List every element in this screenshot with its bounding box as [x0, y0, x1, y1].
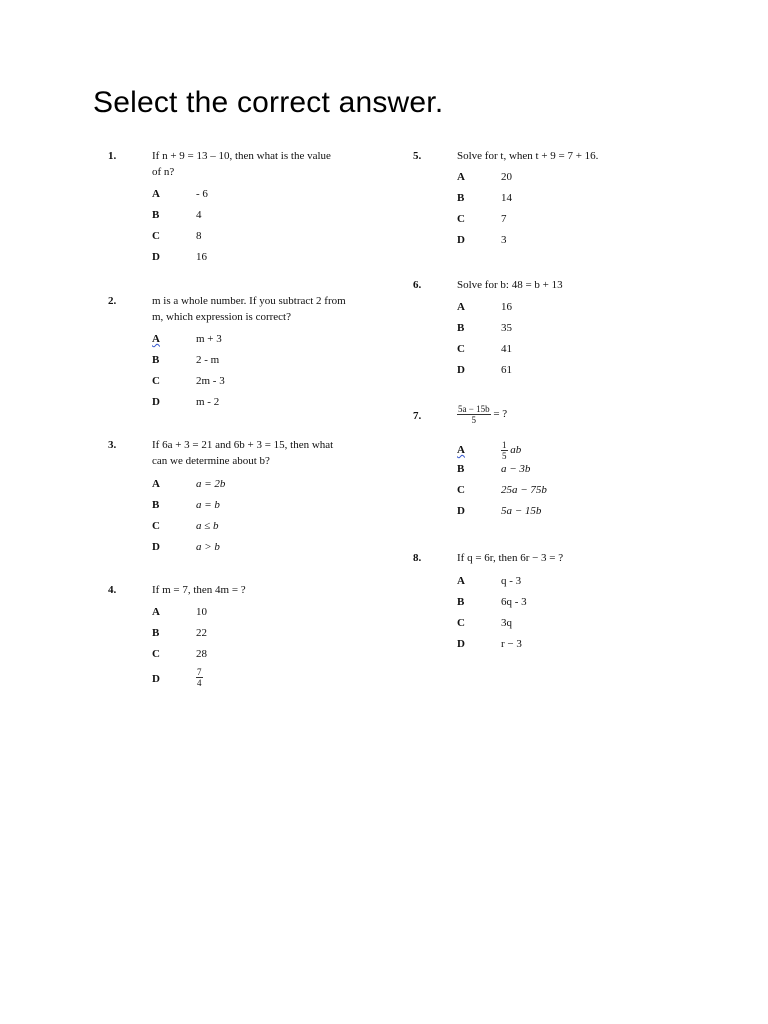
option-b[interactable] [152, 207, 352, 228]
option-letter: B [457, 322, 465, 334]
option-text: 14 [501, 192, 512, 204]
answer-options [457, 573, 657, 657]
fraction-numerator: 1 [502, 440, 507, 450]
question-number: 5. [413, 150, 422, 162]
option-a[interactable] [457, 440, 657, 461]
option-letter: A [152, 606, 160, 618]
option-text: 35 [501, 322, 512, 334]
option-text: 28 [196, 648, 207, 660]
option-a[interactable] [457, 299, 657, 320]
question-text: m is a whole number. If you subtract 2 from m, which expression is correct? [152, 295, 346, 323]
option-text: 41 [501, 343, 512, 355]
answer-options [152, 186, 352, 270]
option-text: q - 3 [501, 575, 522, 587]
option-letter: D [457, 234, 465, 246]
option-d[interactable] [457, 503, 657, 524]
option-c[interactable] [457, 482, 657, 503]
option-letter: B [152, 209, 160, 221]
option-text: 3 [501, 234, 507, 246]
option-text: m + 3 [196, 333, 222, 345]
option-text: a = 2b [196, 478, 226, 490]
option-text: 2m - 3 [196, 375, 225, 387]
fraction [457, 404, 491, 425]
option-text: a > b [196, 541, 220, 553]
option-letter: C [152, 375, 160, 387]
option-text: 25a − 75b [501, 484, 547, 496]
question-number: 6. [413, 279, 422, 291]
option-text: m - 2 [196, 396, 220, 408]
equals-text: = ? [490, 408, 508, 421]
option-d[interactable] [152, 249, 352, 270]
option-d[interactable] [152, 539, 352, 560]
option-text: 16 [501, 301, 512, 313]
question-number: 4. [108, 584, 117, 596]
option-letter: C [152, 520, 160, 532]
option-letter: C [457, 343, 465, 355]
question-text: If q = 6r, then 6r − 3 = ? [457, 552, 564, 564]
option-c[interactable] [152, 228, 352, 249]
option-text: 8 [196, 230, 202, 242]
option-a[interactable] [152, 186, 352, 207]
option-b[interactable] [152, 497, 352, 518]
option-letter: D [152, 541, 160, 553]
option-a[interactable] [457, 169, 657, 190]
fraction-denominator: 5 [502, 451, 507, 461]
option-letter: C [152, 648, 160, 660]
question-number: 7. [413, 410, 422, 422]
question-text: Solve for b: 48 = b + 13 [457, 279, 563, 291]
option-c[interactable] [152, 373, 352, 394]
option-letter: D [457, 505, 465, 517]
question-number: 1. [108, 150, 117, 162]
question-number: 8. [413, 552, 422, 564]
option-c[interactable] [152, 646, 352, 667]
option-b[interactable] [152, 625, 352, 646]
option-letter: B [152, 627, 160, 639]
option-d[interactable] [457, 636, 657, 657]
page-title: Select the correct answer. [93, 86, 444, 119]
option-text: 20 [501, 171, 512, 183]
option-letter: C [457, 213, 465, 225]
question-number: 2. [108, 295, 117, 307]
option-letter: B [152, 499, 160, 511]
option-text: a − 3b [501, 463, 531, 475]
option-letter: A [152, 333, 160, 345]
option-c[interactable] [152, 518, 352, 539]
option-letter: D [457, 364, 465, 376]
option-c[interactable] [457, 211, 657, 232]
answer-options [457, 169, 657, 253]
question-number: 3. [108, 439, 117, 451]
option-text: a ≤ b [196, 520, 219, 532]
option-text: 6q - 3 [501, 596, 527, 608]
option-text: 4 [196, 209, 202, 221]
option-letter: C [457, 484, 465, 496]
question-text: If n + 9 = 13 – 10, then what is the value of n? [152, 150, 331, 178]
option-d[interactable] [152, 667, 352, 688]
option-b[interactable] [457, 594, 657, 615]
option-text: 2 - m [196, 354, 220, 366]
answer-options [457, 440, 657, 524]
option-letter: D [457, 638, 465, 650]
option-letter: A [457, 444, 465, 456]
option-a[interactable] [152, 331, 352, 352]
option-letter: D [152, 396, 160, 408]
option-d[interactable] [457, 232, 657, 253]
option-text-suffix: ab [510, 444, 522, 457]
question-text: Solve for t, when t + 9 = 7 + 16. [457, 150, 599, 162]
option-a[interactable] [152, 604, 352, 625]
fraction [501, 440, 508, 461]
option-b[interactable] [457, 461, 657, 482]
option-letter: B [457, 596, 465, 608]
question-text [457, 404, 667, 425]
option-text: 10 [196, 606, 207, 618]
option-text [501, 440, 521, 461]
fraction-denominator: 5 [471, 415, 477, 425]
answer-options [152, 604, 352, 688]
option-text: - 6 [196, 188, 208, 200]
option-b[interactable] [457, 320, 657, 341]
option-b[interactable] [457, 190, 657, 211]
option-letter: A [457, 301, 465, 313]
option-text: 5a − 15b [501, 505, 542, 517]
option-letter: A [152, 188, 160, 200]
option-text: 61 [501, 364, 512, 376]
option-letter: D [152, 673, 160, 685]
fraction-numerator: 7 [197, 667, 202, 677]
option-letter: B [457, 463, 465, 475]
option-letter: C [152, 230, 160, 242]
option-b[interactable] [152, 352, 352, 373]
option-d[interactable] [152, 394, 352, 415]
option-text: a = b [196, 499, 220, 511]
option-text: 22 [196, 627, 207, 639]
answer-options [152, 331, 352, 415]
option-d[interactable] [457, 362, 657, 383]
option-text: r − 3 [501, 638, 522, 650]
option-letter: B [152, 354, 160, 366]
question-text: If 6a + 3 = 21 and 6b + 3 = 15, then what can we determine about b? [152, 439, 334, 467]
option-a[interactable] [152, 476, 352, 497]
option-text: 3q [501, 617, 512, 629]
option-letter: A [457, 171, 465, 183]
option-letter: A [152, 478, 160, 490]
answer-options [457, 299, 657, 383]
option-text: 7 [501, 213, 507, 225]
fraction-numerator: 5a − 15b [458, 404, 490, 414]
option-a[interactable] [457, 573, 657, 594]
option-letter: B [457, 192, 465, 204]
option-text [196, 667, 203, 688]
question-text: If m = 7, then 4m = ? [152, 584, 246, 596]
option-letter: D [152, 251, 160, 263]
option-c[interactable] [457, 615, 657, 636]
option-letter: C [457, 617, 465, 629]
answer-options [152, 476, 352, 560]
option-c[interactable] [457, 341, 657, 362]
fraction-denominator: 4 [197, 678, 202, 688]
option-letter: A [457, 575, 465, 587]
fraction [196, 667, 203, 688]
option-text: 16 [196, 251, 207, 263]
